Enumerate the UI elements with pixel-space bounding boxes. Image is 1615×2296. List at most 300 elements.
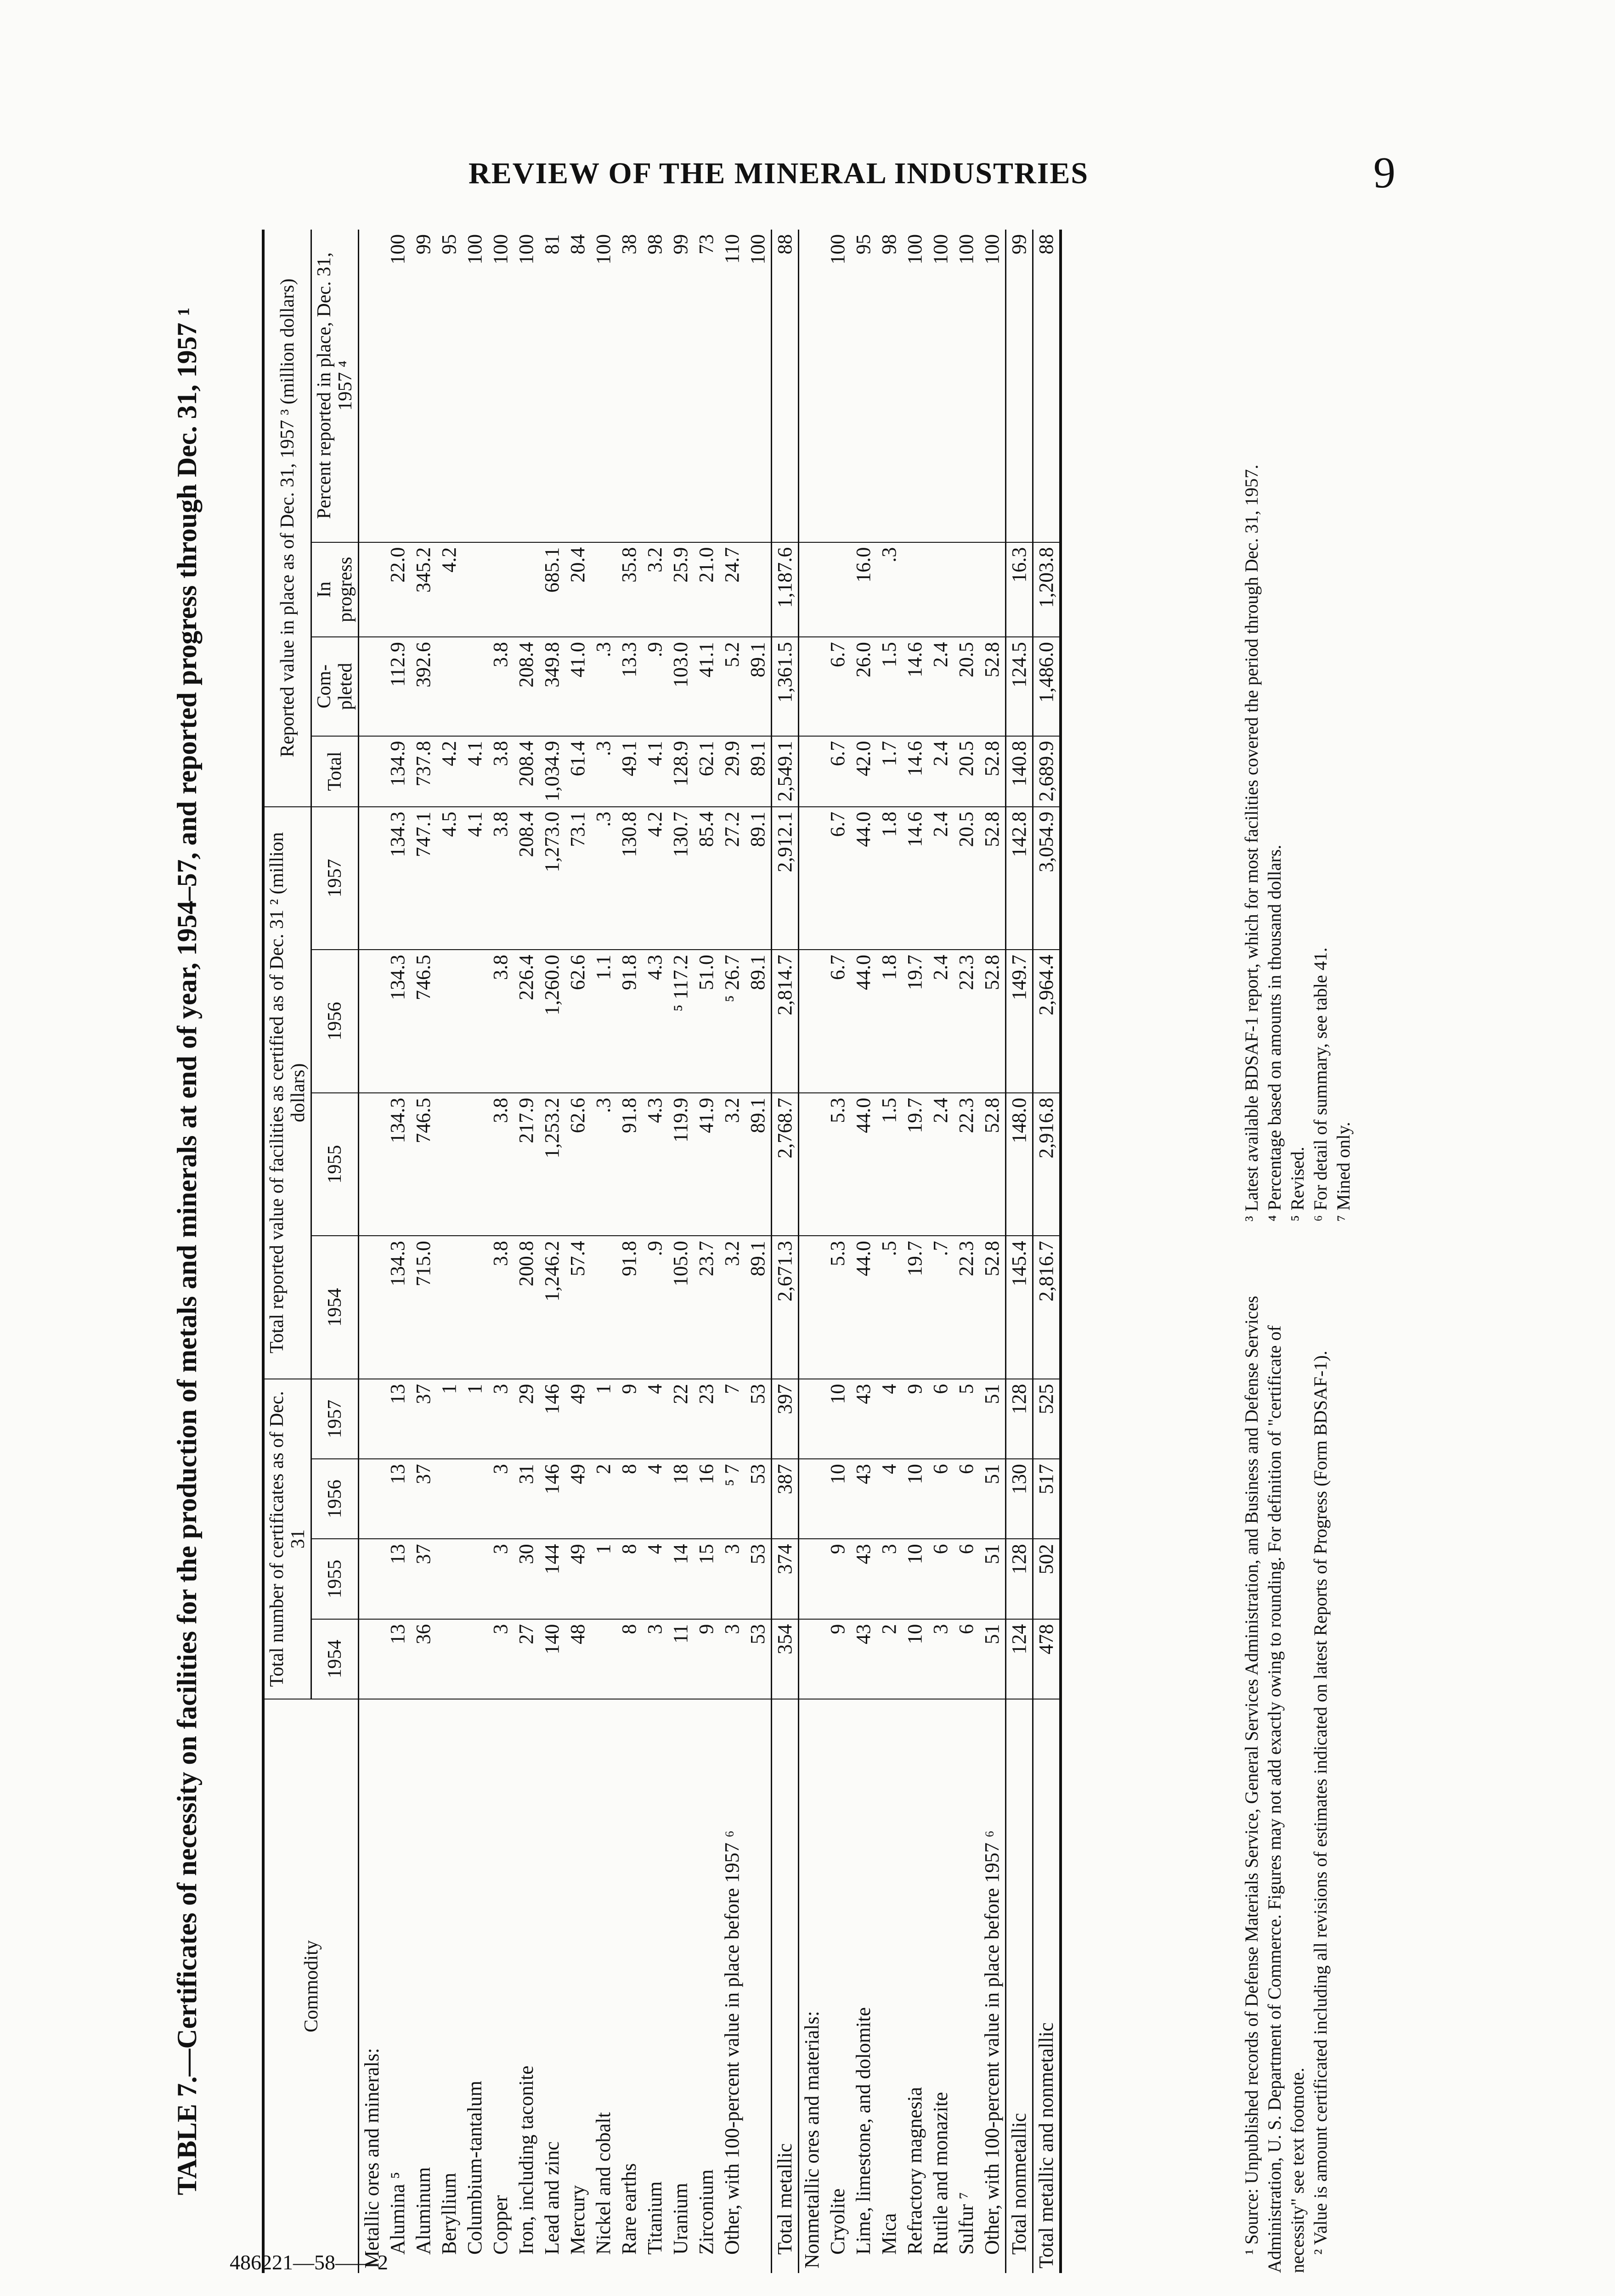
cell-v56: 1,260.0: [539, 950, 565, 1093]
cell-v56: ⁵ 26.7: [719, 950, 745, 1093]
cell-v55: 62.6: [565, 1093, 591, 1236]
cell-v57: 4.1: [462, 807, 488, 950]
cell-comp: 13.3: [616, 637, 642, 736]
cell-c57: 5: [954, 1379, 979, 1459]
cell-pct: 100: [591, 230, 616, 542]
page-number: 9: [1373, 148, 1395, 197]
cell-v57: 208.4: [514, 807, 539, 950]
cell-comp: 89.1: [745, 637, 772, 736]
cell-tot: 128.9: [668, 736, 694, 807]
cell-v56: 44.0: [851, 950, 876, 1093]
table-row: [928, 230, 954, 2273]
cell-v57: 4.5: [436, 807, 462, 950]
commodity-name: Refractory magnesia: [903, 2087, 926, 2255]
cell-pct: 100: [488, 230, 514, 542]
cell-c57: 22: [668, 1379, 694, 1459]
cell-pct: 38: [616, 230, 642, 542]
empty-cell: [359, 1236, 385, 1379]
cell-c54: 48: [565, 1619, 591, 1699]
cell-v56: 226.4: [514, 950, 539, 1093]
cell-comp: 349.8: [539, 637, 565, 736]
table-row: [462, 230, 488, 2273]
commodity-name: Lime, limestone, and dolomite: [852, 2007, 875, 2255]
commodity-name: Total nonmetallic: [1006, 1699, 1033, 2273]
cell-c54: 13: [385, 1619, 411, 1699]
empty-cell: [799, 637, 825, 736]
table-row: [902, 230, 928, 2273]
table-row: [436, 230, 462, 2273]
cell-tot: 208.4: [514, 736, 539, 807]
cell-v55: 5.3: [825, 1093, 851, 1236]
cell-v57: 6.7: [825, 807, 851, 950]
table-title: TABLE 7.—Certificates of necessity on facilities for the production of metals and minerals at end of year, 1954–57, and reported progress through Dec. 31, 1957 ¹: [172, 307, 202, 2195]
cell-tot: 4.1: [462, 736, 488, 807]
cell-c56: 16: [694, 1459, 719, 1539]
cell-comp: .3: [591, 637, 616, 736]
cell-c55: 128: [1006, 1539, 1033, 1619]
cell-c57: 23: [694, 1379, 719, 1459]
empty-cell: [359, 637, 385, 736]
cell-c55: 3: [488, 1539, 514, 1619]
cell-v54: 1,246.2: [539, 1236, 565, 1379]
cell-c56: 53: [745, 1459, 772, 1539]
cell-tot: 3.8: [488, 736, 514, 807]
cell-v57: 20.5: [954, 807, 979, 950]
cell-comp: [462, 637, 488, 736]
header-total: Total: [311, 736, 359, 807]
header-year: 1956: [311, 950, 359, 1093]
cell-v56: ⁵ 117.2: [668, 950, 694, 1093]
cell-c55: 6: [928, 1539, 954, 1619]
cell-c54: 3: [719, 1619, 745, 1699]
cell-prog: 20.4: [565, 542, 591, 637]
cell-v56: 91.8: [616, 950, 642, 1093]
cell-tot: 4.2: [436, 736, 462, 807]
cell-v56: 3.8: [488, 950, 514, 1093]
cell-c55: 14: [668, 1539, 694, 1619]
cell-v55: 148.0: [1006, 1093, 1033, 1236]
cell-c57: 1: [436, 1379, 462, 1459]
table-row: [825, 230, 851, 2273]
header-year: 1955: [311, 1539, 359, 1619]
header-year: 1954: [311, 1619, 359, 1699]
table-row: [591, 230, 616, 2273]
cell-comp: 208.4: [514, 637, 539, 736]
cell-v57: 142.8: [1006, 807, 1033, 950]
cell-v54: [591, 1236, 616, 1379]
table-row: [385, 230, 411, 2273]
empty-cell: [359, 807, 385, 950]
footnote: ³ Latest available BDSAF-1 report, which for most facilities covered the period through Dec. 31, 1957.: [1241, 464, 1262, 1221]
cell-pct: 73: [694, 230, 719, 542]
cell-comp: 124.5: [1006, 637, 1033, 736]
cell-c54: [591, 1619, 616, 1699]
commodity-name: Mercury: [566, 2185, 589, 2255]
commodity-name: Other, with 100-percent value in place before 1957 ⁶: [721, 1830, 743, 2255]
print-code: 486221—58——2: [230, 2251, 388, 2274]
total-row: [1033, 230, 1061, 2273]
cell-prog: 345.2: [411, 542, 436, 637]
cell-c55: 37: [411, 1539, 436, 1619]
footnote: ⁵ Revised.: [1287, 1147, 1308, 1221]
cell-v54: 105.0: [668, 1236, 694, 1379]
cell-v56: 89.1: [745, 950, 772, 1093]
commodity-name: Copper: [489, 2195, 512, 2255]
cell-c57: 1: [462, 1379, 488, 1459]
header-year: 1957: [311, 807, 359, 950]
empty-cell: [359, 1093, 385, 1236]
cell-tot: 140.8: [1006, 736, 1033, 807]
cell-v57: 3,054.9: [1033, 807, 1061, 950]
table-row: [876, 230, 902, 2273]
footnote: ¹ Source: Unpublished records of Defense Materials Service, General Services Administration, and Business and Defense Services Administration, U. S. Department of Commerce. Figures may not add exactly owing to rounding. For definition of "certificate of necessity" see text footnote.: [1241, 1295, 1308, 2273]
cell-v57: 73.1: [565, 807, 591, 950]
cell-c55: [462, 1539, 488, 1619]
commodity-name: Columbium-tantalum: [463, 2081, 486, 2255]
cell-v55: 3.2: [719, 1093, 745, 1236]
cell-v56: 19.7: [902, 950, 928, 1093]
cell-v55: 217.9: [514, 1093, 539, 1236]
table-row: [668, 230, 694, 2273]
cell-v55: 1.5: [876, 1093, 902, 1236]
cell-c57: 10: [825, 1379, 851, 1459]
cell-c57: 3: [488, 1379, 514, 1459]
cell-c55: 15: [694, 1539, 719, 1619]
commodity-name: Beryllium: [438, 2172, 460, 2255]
cell-v57: 85.4: [694, 807, 719, 950]
cell-c55: 10: [902, 1539, 928, 1619]
cell-prog: [591, 542, 616, 637]
cell-comp: 2.4: [928, 637, 954, 736]
cell-v55: 2.4: [928, 1093, 954, 1236]
cell-pct: 84: [565, 230, 591, 542]
empty-cell: [359, 1619, 385, 1699]
section-heading: Metallic ores and minerals:: [361, 2048, 383, 2268]
cell-c57: 9: [902, 1379, 928, 1459]
cell-c55: 144: [539, 1539, 565, 1619]
cell-c56: 146: [539, 1459, 565, 1539]
table-row: [745, 230, 772, 2273]
cell-v54: .9: [642, 1236, 668, 1379]
cell-comp: .9: [642, 637, 668, 736]
cell-v54: 22.3: [954, 1236, 979, 1379]
cell-v57: 2,912.1: [772, 807, 799, 950]
empty-cell: [799, 1539, 825, 1619]
cell-tot: 2,689.9: [1033, 736, 1061, 807]
commodity-name: Total metallic and nonmetallic: [1033, 1699, 1061, 2273]
cell-comp: 103.0: [668, 637, 694, 736]
cell-v56: 6.7: [825, 950, 851, 1093]
cell-v55: 4.3: [642, 1093, 668, 1236]
cell-c54: 3: [642, 1619, 668, 1699]
cell-c57: 7: [719, 1379, 745, 1459]
cell-pct: 100: [745, 230, 772, 542]
table-row: [514, 230, 539, 2273]
table-row: [488, 230, 514, 2273]
cell-comp: 3.8: [488, 637, 514, 736]
empty-cell: [799, 1379, 825, 1459]
cell-v54: 91.8: [616, 1236, 642, 1379]
cell-pct: 99: [1006, 230, 1033, 542]
header-completed: Com-pleted: [311, 637, 359, 736]
commodity-name: Rare earths: [618, 2163, 640, 2255]
cell-pct: 95: [851, 230, 876, 542]
cell-tot: 61.4: [565, 736, 591, 807]
cell-v57: 134.3: [385, 807, 411, 950]
cell-c54: 51: [979, 1619, 1006, 1699]
section-heading-row: [359, 230, 385, 2273]
cell-pct: 100: [954, 230, 979, 542]
cell-v56: 134.3: [385, 950, 411, 1093]
cell-v57: 52.8: [979, 807, 1006, 950]
cell-v56: [462, 950, 488, 1093]
cell-comp: 41.1: [694, 637, 719, 736]
cell-comp: 1.5: [876, 637, 902, 736]
cell-prog: 4.2: [436, 542, 462, 637]
cell-pct: 99: [411, 230, 436, 542]
header-in-progress: In progress: [311, 542, 359, 637]
cell-tot: 1.7: [876, 736, 902, 807]
cell-c54: 9: [825, 1619, 851, 1699]
table-row: [719, 230, 745, 2273]
cell-c54: 9: [694, 1619, 719, 1699]
commodity-name: Aluminum: [412, 2167, 435, 2255]
cell-pct: 100: [979, 230, 1006, 542]
cell-v55: 22.3: [954, 1093, 979, 1236]
cell-pct: 99: [668, 230, 694, 542]
cell-pct: 88: [1033, 230, 1061, 542]
cell-c55: 502: [1033, 1539, 1061, 1619]
cell-c57: 4: [642, 1379, 668, 1459]
cell-v56: 149.7: [1006, 950, 1033, 1093]
cell-c55: 374: [772, 1539, 799, 1619]
cell-c57: 53: [745, 1379, 772, 1459]
cell-v55: 2,768.7: [772, 1093, 799, 1236]
cell-c54: 2: [876, 1619, 902, 1699]
cell-v55: 134.3: [385, 1093, 411, 1236]
empty-cell: [359, 1459, 385, 1539]
cell-tot: .3: [591, 736, 616, 807]
cell-c54: 11: [668, 1619, 694, 1699]
header-value-in-place-group: Reported value in place as of Dec. 31, 1957 ³ (million dollars): [263, 230, 311, 807]
cell-c54: 6: [954, 1619, 979, 1699]
cell-c56: 43: [851, 1459, 876, 1539]
cell-prog: [902, 542, 928, 637]
empty-cell: [799, 1093, 825, 1236]
commodity-name: Other, with 100-percent value in place before 1957 ⁶: [981, 1830, 1003, 2255]
footnotes-right-column: [1240, 253, 1355, 1240]
cell-tot: 6.7: [825, 736, 851, 807]
cell-prog: 22.0: [385, 542, 411, 637]
cell-c54: 27: [514, 1619, 539, 1699]
cell-prog: .3: [876, 542, 902, 637]
table-row: [616, 230, 642, 2273]
cell-pct: 88: [772, 230, 799, 542]
cell-comp: [436, 637, 462, 736]
cell-v54: 52.8: [979, 1236, 1006, 1379]
certificates-table: [262, 230, 1062, 2273]
cell-v55: .3: [591, 1093, 616, 1236]
cell-v56: 1.1: [591, 950, 616, 1093]
cell-c56: ⁵ 7: [719, 1459, 745, 1539]
header-year: 1957: [311, 1379, 359, 1459]
cell-tot: 62.1: [694, 736, 719, 807]
cell-comp: 1,361.5: [772, 637, 799, 736]
table-row: [565, 230, 591, 2273]
cell-comp: 5.2: [719, 637, 745, 736]
empty-cell: [799, 230, 825, 542]
cell-comp: 26.0: [851, 637, 876, 736]
cell-v54: [436, 1236, 462, 1379]
empty-cell: [799, 1619, 825, 1699]
commodity-name: Lead and zinc: [541, 2141, 563, 2255]
empty-cell: [799, 950, 825, 1093]
cell-v55: 119.9: [668, 1093, 694, 1236]
cell-v54: 3.8: [488, 1236, 514, 1379]
table-body: [359, 230, 1061, 2273]
cell-c57: 29: [514, 1379, 539, 1459]
cell-c56: 51: [979, 1459, 1006, 1539]
table-row: [979, 230, 1006, 2273]
cell-v55: 89.1: [745, 1093, 772, 1236]
cell-v54: [462, 1236, 488, 1379]
cell-v54: 715.0: [411, 1236, 436, 1379]
cell-v57: 130.7: [668, 807, 694, 950]
cell-c54: 36: [411, 1619, 436, 1699]
running-head: REVIEW OF THE MINERAL INDUSTRIES: [469, 157, 1089, 190]
section-heading-row: [799, 230, 825, 2273]
table-row: [851, 230, 876, 2273]
cell-c57: 525: [1033, 1379, 1061, 1459]
cell-v55: [462, 1093, 488, 1236]
cell-comp: 14.6: [902, 637, 928, 736]
cell-c54: 478: [1033, 1619, 1061, 1699]
cell-v55: 746.5: [411, 1093, 436, 1236]
cell-v57: 747.1: [411, 807, 436, 950]
cell-tot: 134.9: [385, 736, 411, 807]
cell-c55: 8: [616, 1539, 642, 1619]
cell-pct: 100: [514, 230, 539, 542]
cell-c56: 4: [642, 1459, 668, 1539]
cell-c54: 3: [928, 1619, 954, 1699]
cell-v57: 89.1: [745, 807, 772, 950]
empty-cell: [359, 736, 385, 807]
table-row: [539, 230, 565, 2273]
cell-v55: 44.0: [851, 1093, 876, 1236]
cell-c57: 13: [385, 1379, 411, 1459]
cell-tot: 49.1: [616, 736, 642, 807]
cell-pct: 98: [642, 230, 668, 542]
cell-c56: 4: [876, 1459, 902, 1539]
cell-c55: 43: [851, 1539, 876, 1619]
cell-v55: 19.7: [902, 1093, 928, 1236]
cell-comp: 112.9: [385, 637, 411, 736]
empty-cell: [359, 230, 385, 542]
cell-prog: 35.8: [616, 542, 642, 637]
cell-c55: 53: [745, 1539, 772, 1619]
cell-tot: 52.8: [979, 736, 1006, 807]
cell-prog: 1,187.6: [772, 542, 799, 637]
empty-cell: [359, 542, 385, 637]
cell-pct: 98: [876, 230, 902, 542]
cell-v56: 62.6: [565, 950, 591, 1093]
cell-c56: 387: [772, 1459, 799, 1539]
commodity-name: Total metallic: [772, 1699, 799, 2273]
cell-c55: 3: [876, 1539, 902, 1619]
cell-c54: [462, 1619, 488, 1699]
cell-v54: .5: [876, 1236, 902, 1379]
cell-v56: 22.3: [954, 950, 979, 1093]
cell-prog: 25.9: [668, 542, 694, 637]
cell-v55: 3.8: [488, 1093, 514, 1236]
cell-pct: 95: [436, 230, 462, 542]
total-row: [772, 230, 799, 2273]
cell-v54: 200.8: [514, 1236, 539, 1379]
cell-v56: 1.8: [876, 950, 902, 1093]
cell-c56: 10: [825, 1459, 851, 1539]
cell-c57: 9: [616, 1379, 642, 1459]
cell-comp: 20.5: [954, 637, 979, 736]
cell-tot: 1,034.9: [539, 736, 565, 807]
cell-prog: [954, 542, 979, 637]
cell-c54: [436, 1619, 462, 1699]
cell-c56: 517: [1033, 1459, 1061, 1539]
cell-c56: 8: [616, 1459, 642, 1539]
cell-v56: [436, 950, 462, 1093]
cell-prog: [745, 542, 772, 637]
table-row: [411, 230, 436, 2273]
commodity-name: Nickel and cobalt: [592, 2112, 615, 2255]
cell-v57: 14.6: [902, 807, 928, 950]
cell-v57: 4.2: [642, 807, 668, 950]
cell-c57: 146: [539, 1379, 565, 1459]
cell-c54: 354: [772, 1619, 799, 1699]
cell-v54: .7: [928, 1236, 954, 1379]
cell-v57: 3.8: [488, 807, 514, 950]
commodity-name: Uranium: [669, 2183, 692, 2255]
cell-c54: 140: [539, 1619, 565, 1699]
commodity-name: Mica: [878, 2213, 900, 2255]
cell-c54: 8: [616, 1619, 642, 1699]
cell-tot: 20.5: [954, 736, 979, 807]
cell-comp: 41.0: [565, 637, 591, 736]
header-year: 1954: [311, 1236, 359, 1379]
cell-comp: 52.8: [979, 637, 1006, 736]
table-row: [954, 230, 979, 2273]
commodity-name: Zirconium: [695, 2169, 717, 2255]
cell-c55: 51: [979, 1539, 1006, 1619]
cell-v56: 52.8: [979, 950, 1006, 1093]
cell-tot: 89.1: [745, 736, 772, 807]
cell-tot: 29.9: [719, 736, 745, 807]
cell-c54: 10: [902, 1619, 928, 1699]
cell-v56: 2.4: [928, 950, 954, 1093]
cell-v54: 57.4: [565, 1236, 591, 1379]
cell-c55: 9: [825, 1539, 851, 1619]
cell-c57: 128: [1006, 1379, 1033, 1459]
cell-prog: [514, 542, 539, 637]
cell-c55: 6: [954, 1539, 979, 1619]
cell-c57: 6: [928, 1379, 954, 1459]
rotated-table-block: [170, 230, 1456, 2273]
cell-c56: 6: [928, 1459, 954, 1539]
section-heading: Nonmetallic ores and materials:: [801, 2011, 823, 2268]
cell-c56: 10: [902, 1459, 928, 1539]
cell-c57: 51: [979, 1379, 1006, 1459]
cell-c56: 37: [411, 1459, 436, 1539]
commodity-name: Iron, including taconite: [515, 2065, 537, 2255]
table-row: [642, 230, 668, 2273]
